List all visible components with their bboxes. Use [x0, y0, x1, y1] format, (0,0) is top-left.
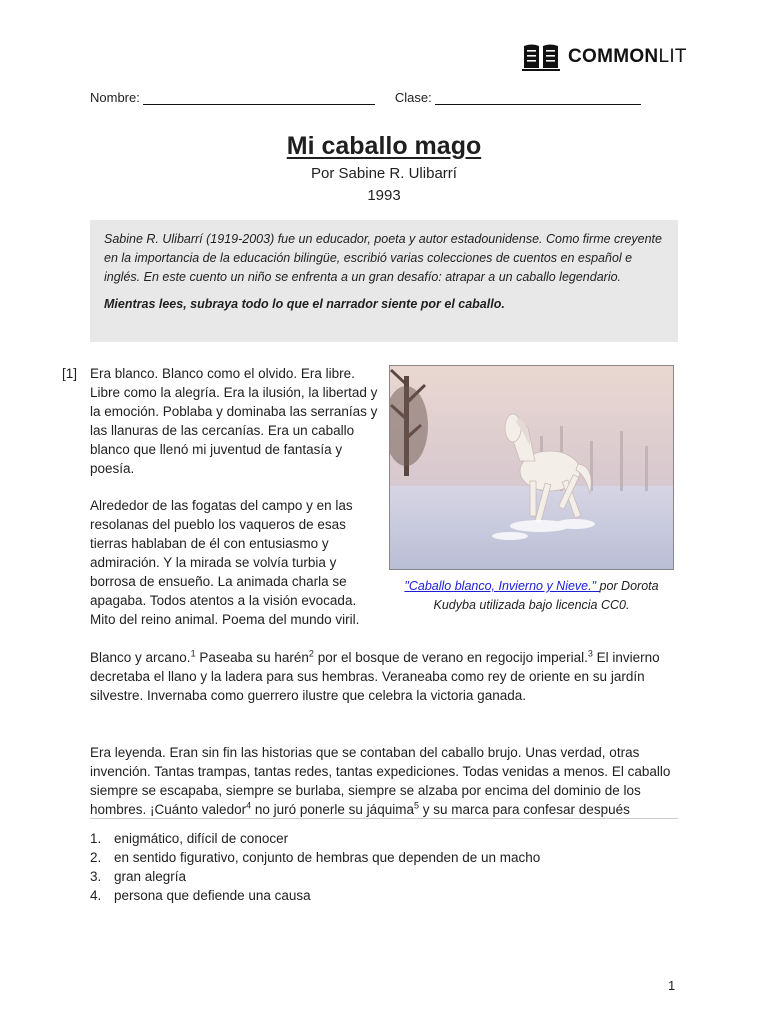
horse-in-snow-image: [390, 366, 673, 569]
photo-caption-credit: por Dorota Kudyba utilizada bajo licencia CC0.: [433, 579, 659, 612]
footnote-ref-2[interactable]: 2: [308, 648, 314, 659]
class-label: Clase:: [394, 90, 432, 105]
name-field[interactable]: [143, 90, 375, 105]
para3-text-d: El invierno decretaba el llano y la ladera para sus hembras. Veraneaba como rey de oriente en su jardín silvestre. Invernaba como guerrero ilustre que celebra la victoria ganada.: [90, 650, 660, 703]
photo-caption: [389, 577, 674, 615]
paragraph-4: [90, 743, 680, 819]
document-year: 1993: [367, 187, 401, 204]
document-title: Mi caballo mago: [286, 132, 482, 160]
footnote-ref-4[interactable]: 4: [246, 800, 252, 811]
commonlit-logo: [522, 42, 687, 72]
footnote-number: 3.: [90, 869, 102, 884]
reading-instruction: Mientras lees, subraya todo lo que el narrador siente por el caballo.: [104, 297, 505, 311]
footnote-item: [90, 886, 540, 905]
intro-text: Sabine R. Ulibarrí (1919-2003) fue un educador, poeta y autor estadounidense. Como firme creyente en la importancia de la educación bilingüe, escribió varias colecciones de cuentos en español e inglés. En este cuento un niño se enfrenta a un gran desafío: atrapar a un caballo legendario.: [104, 232, 662, 284]
footnote-text: persona que defiende una causa: [114, 888, 311, 903]
document-author: Por Sabine R. Ulibarrí: [311, 165, 457, 182]
photo-caption-link[interactable]: "Caballo blanco, Invierno y Nieve.": [404, 579, 600, 593]
paragraph-1: Era blanco. Blanco como el olvido. Era libre. Libre como la alegría. Era la ilusión, la libertad y la emoción. Poblaba y dominaba las serranías y las llanuras de las cercanías. Era un caballo blanco que llenó mi juventud de fantasía y poesía.: [90, 366, 378, 476]
footnote-number: 2.: [90, 850, 102, 865]
name-label: Nombre:: [90, 90, 140, 105]
footnote-text: enigmático, difícil de conocer: [114, 831, 289, 846]
footnote-text: gran alegría: [114, 869, 187, 884]
footnote-ref-1[interactable]: 1: [190, 648, 196, 659]
footnote-list: [90, 829, 540, 905]
logo-text-bold: COMMON: [568, 46, 659, 67]
paragraph-number: [1]: [62, 366, 78, 381]
para4-text-b: no juró ponerle su jáquima: [251, 802, 414, 817]
student-info-fields: [90, 90, 641, 105]
para3-text-a: Blanco y arcano.: [90, 650, 191, 665]
para3-text-b: Paseaba su harén: [195, 650, 309, 665]
footnote-number: 1.: [90, 831, 102, 846]
footnote-item: [90, 829, 540, 848]
footnote-item: [90, 867, 540, 886]
footnote-text: en sentido figurativo, conjunto de hembras que dependen de un macho: [114, 850, 541, 865]
intro-box: [90, 220, 678, 342]
white-horse-photo: [389, 365, 674, 570]
para4-text-c: y su marca para confesar después: [418, 802, 630, 817]
para4-text-a: Era leyenda. Eran sin fin las historias que se contaban del caballo brujo. Unas verdad, otras invención. Tantas trampas, tantas redes, tantas expediciones. Todas venidas a menos. El caballo siempre se escapaba, siempre se burlaba, siempre se alzaba por encima del dominio de los hombres. ¡Cuánto valedor: [90, 745, 671, 817]
footnote-ref-5[interactable]: 5: [413, 800, 419, 811]
open-book-icon: [522, 42, 560, 72]
logo-text-light: LIT: [658, 46, 687, 67]
paragraph-2: Alrededor de las fogatas del campo y en las resolanas del pueblo los vaqueros de esas tierras hablaban de él con entusiasmo y admiración. Y la mirada se volvía turbia y borrosa de ensueño. La animada charla se apagaba. Todos atentos a la visión evocada. Mito del reino animal. Poema del mundo viril.: [90, 498, 360, 627]
footnote-divider: [90, 818, 678, 819]
paragraph-3: [90, 648, 680, 705]
class-field[interactable]: [435, 90, 641, 105]
page-number: 1: [668, 978, 676, 993]
footnote-ref-3[interactable]: 3: [587, 648, 593, 659]
para3-text-c: por el bosque de verano en regocijo imperial.: [313, 650, 588, 665]
logo-wordmark: [568, 46, 687, 68]
footnote-number: 4.: [90, 888, 102, 903]
footnote-item: [90, 848, 540, 867]
